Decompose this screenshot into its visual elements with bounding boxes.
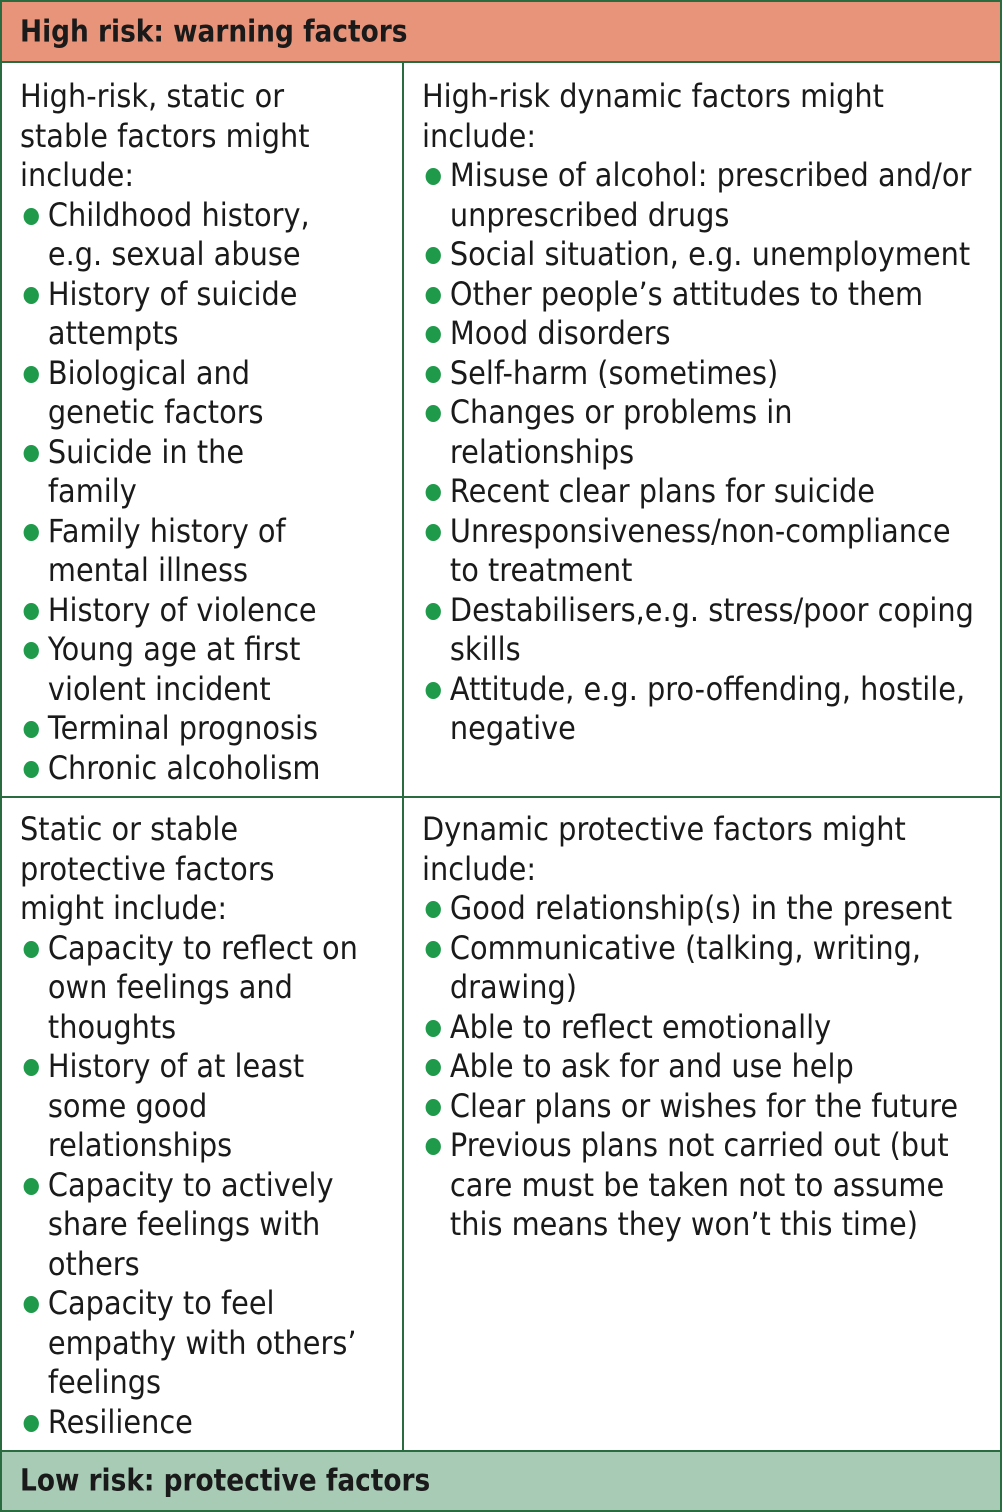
list-item xyxy=(422,156,985,235)
list-item-text: Unresponsiveness/non-compliance to treatment xyxy=(449,511,951,589)
list-item xyxy=(20,1403,367,1443)
list-item xyxy=(20,1284,367,1403)
bullet-icon xyxy=(426,524,441,541)
bullet-icon xyxy=(426,484,441,501)
list-item xyxy=(422,275,985,315)
list-item xyxy=(20,591,335,631)
list-item-text: Young age at first violent incident xyxy=(47,630,301,708)
list-item xyxy=(422,1047,976,1087)
list-item xyxy=(20,929,367,1048)
bullet-icon xyxy=(426,287,441,304)
list-item xyxy=(422,393,985,472)
row-divider xyxy=(2,796,1000,798)
list-item xyxy=(20,1047,367,1166)
list-item-text: History of suicide attempts xyxy=(47,274,298,352)
list-item-text: Recent clear plans for suicide xyxy=(449,472,875,510)
list-item xyxy=(422,591,985,670)
bullet-icon xyxy=(426,1059,441,1076)
list-item xyxy=(422,472,985,512)
bullet-icon xyxy=(426,1020,441,1037)
list-item-text: Good relationship(s) in the present xyxy=(449,889,953,927)
list-item-text: Terminal prognosis xyxy=(47,709,319,747)
bullet-icon xyxy=(24,524,39,541)
low-risk-static-cell xyxy=(20,810,440,1442)
list-item-text: Mood disorders xyxy=(449,314,671,352)
list-item xyxy=(422,354,985,394)
list-item-text: History of violence xyxy=(47,590,317,629)
list-item xyxy=(422,1087,976,1127)
list-item-text: Able to ask for and use help xyxy=(449,1047,854,1085)
bullet-icon xyxy=(426,247,441,264)
bullet-icon xyxy=(426,1099,441,1116)
list-item-text: History of at least some good relationships xyxy=(47,1047,305,1164)
high-static-intro: High-risk, static or stable factors might include: xyxy=(20,77,310,194)
list-item-text: Childhood history, e.g. sexual abuse xyxy=(47,195,310,273)
bullet-icon xyxy=(24,603,39,620)
bullet-icon xyxy=(24,1178,39,1195)
list-item-text: Destabilisers,e.g. stress/poor coping skills xyxy=(449,590,974,668)
list-item xyxy=(20,354,335,433)
list-item-text: Capacity to reflect on own feelings and thoughts xyxy=(47,928,358,1046)
high-static-list xyxy=(20,196,335,789)
list-item-text: Resilience xyxy=(47,1402,193,1441)
list-item xyxy=(422,929,976,1008)
list-item xyxy=(20,433,335,512)
list-item xyxy=(422,512,985,591)
bullet-icon xyxy=(24,1415,39,1432)
bullet-icon xyxy=(24,761,39,778)
high-risk-static-cell xyxy=(20,77,440,788)
low-risk-title: Low risk: protective factors xyxy=(20,1463,431,1499)
list-item xyxy=(20,630,335,709)
list-item-text: Able to reflect emotionally xyxy=(449,1007,832,1046)
bullet-icon xyxy=(426,366,441,383)
bullet-icon xyxy=(426,603,441,620)
bullet-icon xyxy=(426,941,441,958)
list-item xyxy=(422,1008,976,1048)
low-static-list xyxy=(20,929,367,1443)
list-item xyxy=(422,314,985,354)
bullet-icon xyxy=(24,721,39,738)
list-item xyxy=(422,235,985,275)
bullet-icon xyxy=(24,1059,39,1076)
list-item-text: Communicative (talking, writing, drawing) xyxy=(449,928,922,1006)
list-item-text: Family history of mental illness xyxy=(47,511,286,589)
bullet-icon xyxy=(426,901,441,918)
list-item-text: Clear plans or wishes for the future xyxy=(449,1086,959,1125)
high-risk-header xyxy=(2,2,1000,63)
low-dynamic-list xyxy=(422,889,976,1245)
list-item-text: Other people’s attitudes to them xyxy=(449,274,924,313)
list-item-text: Attitude, e.g. pro-offending, hostile, negative xyxy=(449,669,966,747)
bullet-icon xyxy=(426,326,441,343)
list-item-text: Social situation, e.g. unemployment xyxy=(449,235,971,273)
list-item-text: Capacity to actively share feelings with others xyxy=(47,1165,334,1283)
list-item-text: Self-harm (sometimes) xyxy=(449,353,779,392)
list-item xyxy=(422,670,985,749)
list-item xyxy=(422,889,976,929)
list-item-text: Changes or problems in relationships xyxy=(449,393,793,471)
bullet-icon xyxy=(24,642,39,659)
low-risk-footer xyxy=(2,1450,1000,1510)
low-dynamic-intro: Dynamic protective factors might include: xyxy=(422,810,906,888)
list-item-text: Previous plans not carried out (but care must be taken not to assume this means they won’t this time) xyxy=(449,1126,949,1243)
high-risk-dynamic-cell xyxy=(422,77,1002,749)
bullet-icon xyxy=(426,405,441,422)
list-item xyxy=(422,1126,976,1245)
list-item-text: Chronic alcoholism xyxy=(47,748,321,787)
list-item xyxy=(20,512,335,591)
list-item-text: Suicide in the family xyxy=(47,432,245,510)
high-risk-title: High risk: warning factors xyxy=(20,14,408,49)
bullet-icon xyxy=(24,941,39,958)
low-static-intro: Static or stable protective factors might include: xyxy=(20,810,275,927)
high-dynamic-intro: High-risk dynamic factors might include: xyxy=(422,77,884,155)
bullet-icon xyxy=(24,208,39,225)
list-item xyxy=(20,709,335,749)
list-item-text: Misuse of alcohol: prescribed and/or unprescribed drugs xyxy=(449,156,972,234)
list-item-text: Capacity to feel empathy with others’ feelings xyxy=(47,1284,357,1401)
list-item xyxy=(20,749,335,789)
list-item xyxy=(20,275,335,354)
list-item xyxy=(20,196,335,275)
bullet-icon xyxy=(426,168,441,185)
bullet-icon xyxy=(24,1296,39,1313)
high-dynamic-list xyxy=(422,156,985,749)
list-item xyxy=(20,1166,367,1285)
low-risk-dynamic-cell xyxy=(422,810,1002,1245)
bullet-icon xyxy=(426,682,441,699)
bullet-icon xyxy=(24,445,39,462)
list-item-text: Biological and genetic factors xyxy=(47,353,264,431)
bullet-icon xyxy=(24,287,39,304)
bullet-icon xyxy=(426,1138,441,1155)
bullet-icon xyxy=(24,366,39,383)
